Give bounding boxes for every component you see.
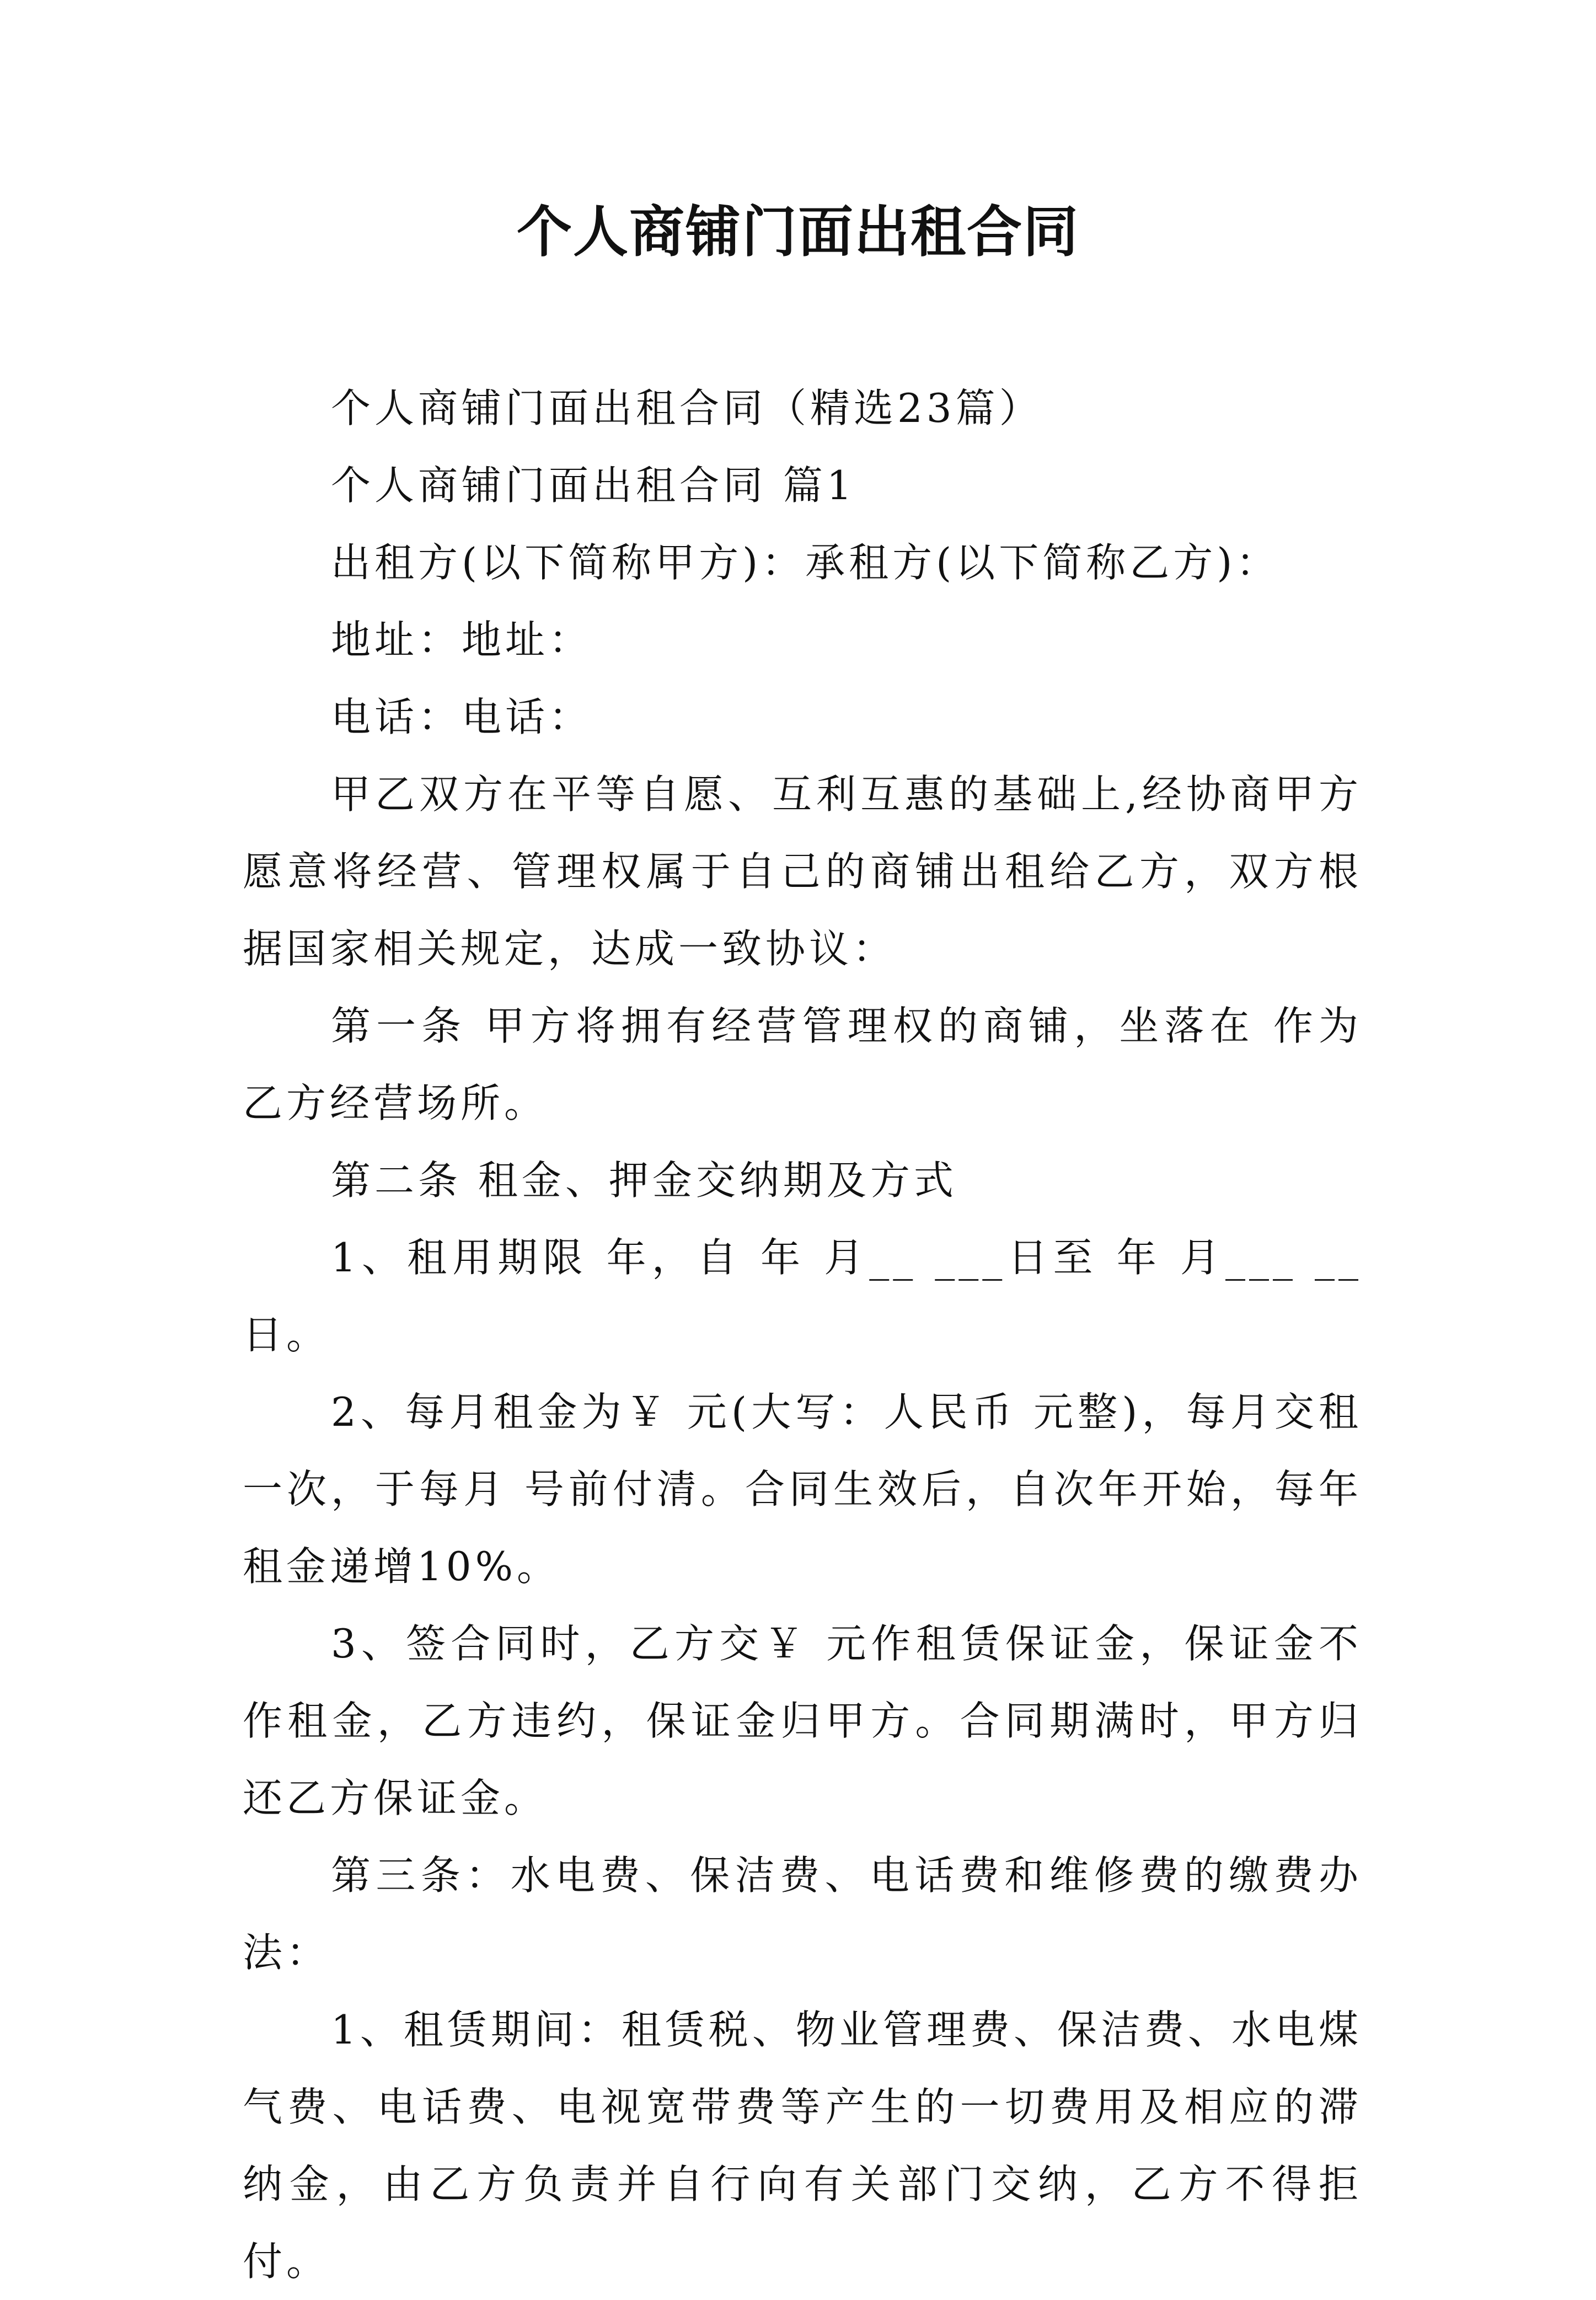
document-title: 个人商铺门面出租合同 <box>517 199 1079 264</box>
address-line: 地址：地址： <box>331 617 593 663</box>
article-1: 第一条 甲方将拥有经营管理权的商铺，坐落在 作为乙方经营场所。 <box>243 1003 1362 1126</box>
phone-line: 电话：电话： <box>331 694 593 740</box>
article-2-item-2: 2、每月租金为￥ 元(大写：人民币 元整)，每月交租一次，于每月 号前付清。合同生效后，自次年开始，每年租金递增10%。 <box>243 1389 1362 1590</box>
preamble-paragraph: 甲乙双方在平等自愿、互利互惠的基础上,经协商甲方愿意将经营、管理权属于自己的商铺出租给乙方，双方根据国家相关规定，达成一致协议： <box>243 771 1362 972</box>
article-2-heading: 第二条 租金、押金交纳期及方式 <box>331 1157 957 1204</box>
article-2-item-1: 1、租用期限 年，自 年 月__ ___日至 年 月___ __日。 <box>243 1234 1362 1358</box>
doc-subtitle: 个人商铺门面出租合同（精选23篇） <box>331 385 1043 431</box>
article-3-item-1: 1、租赁期间：租赁税、物业管理费、保洁费、水电煤气费、电话费、电视宽带费等产生的一切费用及相应的滞纳金，由乙方负责并自行向有关部门交纳，乙方不得拒付。 <box>243 2007 1362 2285</box>
section-heading: 个人商铺门面出租合同 篇1 <box>331 462 856 509</box>
party-line: 出租方(以下简称甲方)：承租方(以下简称乙方)： <box>331 539 1280 586</box>
article-2-item-3: 3、签合同时，乙方交￥ 元作租赁保证金，保证金不作租金，乙方违约，保证金归甲方。合同期满时，甲方归还乙方保证金。 <box>243 1620 1362 1821</box>
document-body <box>243 370 1362 2300</box>
article-3-heading: 第三条：水电费、保洁费、电话费和维修费的缴费办法： <box>243 1852 1362 1976</box>
